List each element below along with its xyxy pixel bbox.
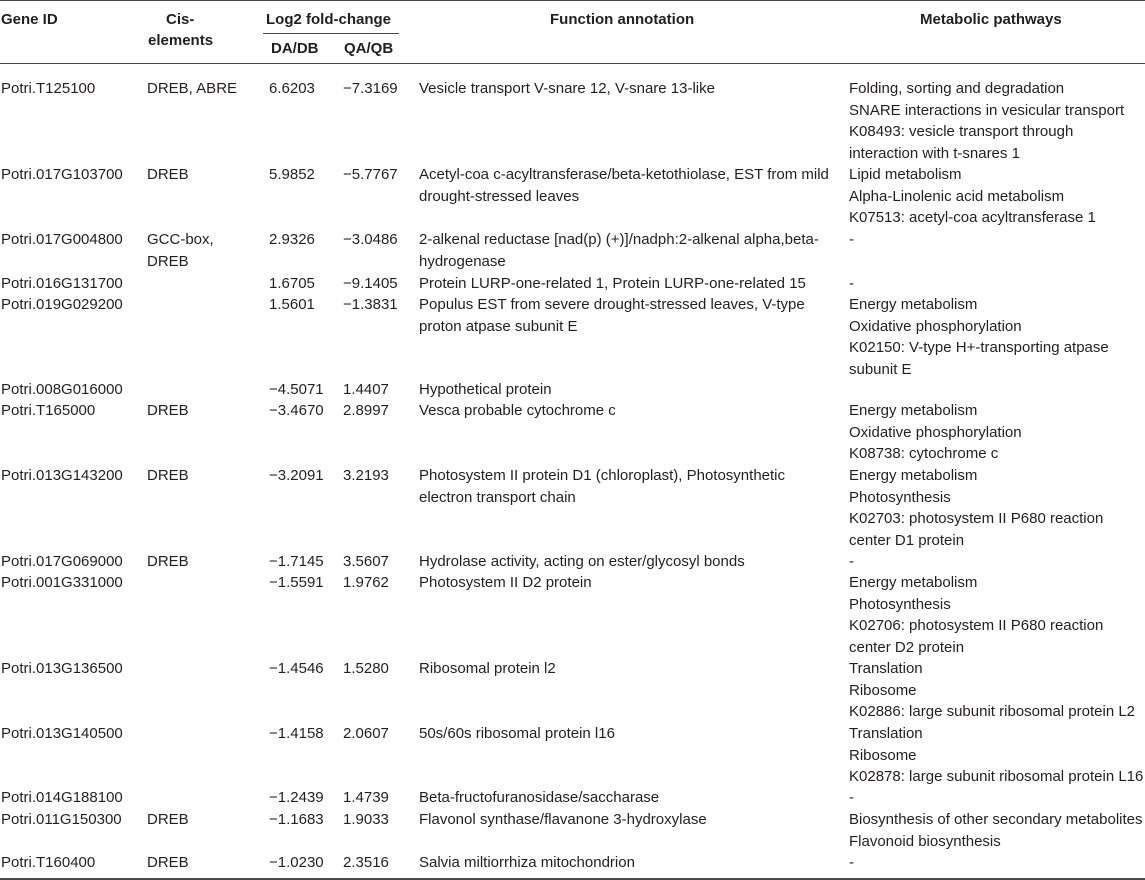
metabolic-pathway-cell: Energy metabolism xyxy=(849,574,978,591)
header-cis-line1: Cis- xyxy=(166,11,195,28)
header-qa-qb: QA/QB xyxy=(344,40,394,57)
metabolic-pathway-cell: K02878: large subunit ribosomal protein L16 xyxy=(849,768,1144,785)
metabolic-pathway-cell: - xyxy=(849,854,854,871)
metabolic-pathway-cell: - xyxy=(849,553,854,570)
metabolic-pathway-cell: Ribosome xyxy=(849,681,917,699)
function-annotation-cell: Vesca probable cytochrome c xyxy=(419,402,616,419)
function-annotation-cell: 50s/60s ribosomal protein l16 xyxy=(419,725,615,742)
cis-elements-cell: DREB xyxy=(147,166,189,183)
metabolic-pathway-cell: Photosynthesis xyxy=(849,595,951,613)
metabolic-pathway-cell: - xyxy=(849,789,854,806)
function-annotation-cell: Protein LURP-one-related 1, Protein LURP-one-related 15 xyxy=(419,275,806,292)
gene-id-cell: Potri.017G069000 xyxy=(1,553,123,570)
header-cis-line2: elements xyxy=(148,32,214,49)
function-annotation-cell: Beta-fructofuranosidase/saccharase xyxy=(419,789,660,806)
metabolic-pathway-cell: Photosynthesis xyxy=(849,488,951,506)
metabolic-pathway-cell: center D1 protein xyxy=(849,531,965,549)
function-annotation-cell: 2-alkenal reductase [nad(p) (+)]/nadph:2-alkenal alpha,beta- xyxy=(419,231,819,248)
metabolic-pathway-cell: Lipid metabolism xyxy=(849,166,962,183)
metabolic-pathway-cell: K08738: cytochrome c xyxy=(849,445,999,462)
metabolic-pathway-cell: Biosynthesis of other secondary metabolites xyxy=(849,811,1143,828)
header-function-annotation: Function annotation xyxy=(550,11,695,28)
function-annotation-cell: Vesicle transport V-snare 12, V-snare 13-like xyxy=(419,80,715,97)
metabolic-pathway-cell: K02706: photosystem II P680 reaction xyxy=(849,617,1104,634)
log2-group-rule xyxy=(263,33,399,34)
gene-id-cell: Potri.013G143200 xyxy=(1,467,123,484)
function-annotation-cell: Acetyl-coa c-acyltransferase/beta-ketothiolase, EST from mild xyxy=(419,166,829,183)
table-top-rule xyxy=(0,0,1145,1)
metabolic-pathway-cell: K08493: vesicle transport through xyxy=(849,123,1074,140)
metabolic-pathway-cell: K07513: acetyl-coa acyltransferase 1 xyxy=(849,209,1096,226)
qa-qb-value: −9.1405 xyxy=(343,275,398,292)
da-db-value: 6.6203 xyxy=(269,80,315,97)
cis-elements-cell: GCC-box, xyxy=(147,231,214,248)
qa-qb-value: −7.3169 xyxy=(343,80,398,97)
metabolic-pathway-cell: K02150: V-type H+-transporting atpase xyxy=(849,339,1109,356)
metabolic-pathway-cell: - xyxy=(849,275,854,292)
gene-id-cell: Potri.T165000 xyxy=(1,402,96,419)
metabolic-pathway-cell: SNARE interactions in vesicular transport xyxy=(849,101,1125,119)
cis-elements-cell: DREB xyxy=(147,252,189,270)
da-db-value: −3.4670 xyxy=(269,402,324,419)
cis-elements-cell: DREB, ABRE xyxy=(147,80,238,97)
gene-id-cell: Potri.011G150300 xyxy=(1,811,122,828)
header-gene-id: Gene ID xyxy=(1,11,58,28)
gene-id-cell: Potri.016G131700 xyxy=(1,275,123,292)
header-log2-fold-change: Log2 fold-change xyxy=(266,11,391,28)
function-annotation-cell: drought-stressed leaves xyxy=(419,187,580,205)
cis-elements-cell: DREB xyxy=(147,553,189,570)
da-db-value: −1.0230 xyxy=(269,854,324,871)
function-annotation-cell: Ribosomal protein l2 xyxy=(419,660,556,677)
function-annotation-cell: Photosystem II D2 protein xyxy=(419,574,592,591)
da-db-value: −3.2091 xyxy=(269,467,324,484)
qa-qb-value: 1.5280 xyxy=(343,660,389,677)
da-db-value: −1.7145 xyxy=(269,553,324,570)
function-annotation-cell: Photosystem II protein D1 (chloroplast), Photosynthetic xyxy=(419,467,786,484)
metabolic-pathway-cell: K02703: photosystem II P680 reaction xyxy=(849,510,1104,527)
function-annotation-cell: proton atpase subunit E xyxy=(419,317,578,335)
gene-id-cell: Potri.019G029200 xyxy=(1,296,123,313)
cis-elements-cell: DREB xyxy=(147,854,189,871)
qa-qb-value: 1.4407 xyxy=(343,381,389,398)
metabolic-pathway-cell: Translation xyxy=(849,725,923,742)
metabolic-pathway-cell: Oxidative phosphorylation xyxy=(849,317,1022,335)
qa-qb-value: −5.7767 xyxy=(343,166,398,183)
qa-qb-value: 2.3516 xyxy=(343,854,389,871)
qa-qb-value: 2.0607 xyxy=(343,725,389,742)
cis-elements-cell: DREB xyxy=(147,811,189,828)
gene-id-cell: Potri.001G331000 xyxy=(1,574,123,591)
metabolic-pathway-cell: Energy metabolism xyxy=(849,402,978,419)
gene-id-cell: Potri.013G140500 xyxy=(1,725,123,742)
da-db-value: −1.2439 xyxy=(269,789,324,806)
metabolic-pathway-cell: Energy metabolism xyxy=(849,467,978,484)
da-db-value: 5.9852 xyxy=(269,166,315,183)
da-db-value: −1.4158 xyxy=(269,725,324,742)
metabolic-pathway-cell: - xyxy=(849,231,854,248)
qa-qb-value: 1.9033 xyxy=(343,811,389,828)
gene-id-cell: Potri.T160400 xyxy=(1,854,96,871)
qa-qb-value: 1.9762 xyxy=(343,574,389,591)
metabolic-pathway-cell: center D2 protein xyxy=(849,638,965,656)
qa-qb-value: 2.8997 xyxy=(343,402,389,419)
gene-id-cell: Potri.014G188100 xyxy=(1,789,123,806)
metabolic-pathway-cell: Ribosome xyxy=(849,746,917,764)
function-annotation-cell: Hydrolase activity, acting on ester/glycosyl bonds xyxy=(419,553,745,570)
da-db-value: −4.5071 xyxy=(269,381,324,398)
gene-id-cell: Potri.017G103700 xyxy=(1,166,123,183)
cis-elements-cell: DREB xyxy=(147,402,189,419)
metabolic-pathway-cell: interaction with t-snares 1 xyxy=(849,144,1020,162)
qa-qb-value: −3.0486 xyxy=(343,231,398,248)
function-annotation-cell: Hypothetical protein xyxy=(419,381,552,398)
metabolic-pathway-cell: K02886: large subunit ribosomal protein L2 xyxy=(849,703,1136,720)
header-da-db: DA/DB xyxy=(271,40,319,57)
metabolic-pathway-cell: Translation xyxy=(849,660,923,677)
metabolic-pathway-cell: Alpha-Linolenic acid metabolism xyxy=(849,187,1065,205)
qa-qb-value: 1.4739 xyxy=(343,789,389,806)
da-db-value: −1.5591 xyxy=(269,574,324,591)
qa-qb-value: 3.2193 xyxy=(343,467,389,484)
da-db-value: −1.4546 xyxy=(269,660,324,677)
function-annotation-cell: hydrogenase xyxy=(419,252,506,270)
metabolic-pathway-cell: Energy metabolism xyxy=(849,296,978,313)
metabolic-pathway-cell: Oxidative phosphorylation xyxy=(849,423,1022,441)
da-db-value: 2.9326 xyxy=(269,231,315,248)
da-db-value: 1.6705 xyxy=(269,275,315,292)
metabolic-pathway-cell: Flavonoid biosynthesis xyxy=(849,832,1001,850)
cis-elements-cell: DREB xyxy=(147,467,189,484)
da-db-value: 1.5601 xyxy=(269,296,315,313)
metabolic-pathway-cell: Folding, sorting and degradation xyxy=(849,80,1065,97)
function-annotation-cell: electron transport chain xyxy=(419,488,576,506)
function-annotation-cell: Populus EST from severe drought-stressed leaves, V-type xyxy=(419,296,805,313)
da-db-value: −1.1683 xyxy=(269,811,324,828)
gene-id-cell: Potri.T125100 xyxy=(1,80,96,97)
metabolic-pathway-cell: subunit E xyxy=(849,360,912,378)
function-annotation-cell: Salvia miltiorrhiza mitochondrion xyxy=(419,854,635,871)
gene-id-cell: Potri.017G004800 xyxy=(1,231,123,248)
header-bottom-rule xyxy=(0,63,1145,64)
function-annotation-cell: Flavonol synthase/flavanone 3-hydroxylase xyxy=(419,811,707,828)
gene-id-cell: Potri.008G016000 xyxy=(1,381,123,398)
qa-qb-value: 3.5607 xyxy=(343,553,389,570)
table-bottom-rule xyxy=(0,878,1145,880)
header-metabolic-pathways: Metabolic pathways xyxy=(920,11,1062,28)
gene-id-cell: Potri.013G136500 xyxy=(1,660,123,677)
qa-qb-value: −1.3831 xyxy=(343,296,398,313)
